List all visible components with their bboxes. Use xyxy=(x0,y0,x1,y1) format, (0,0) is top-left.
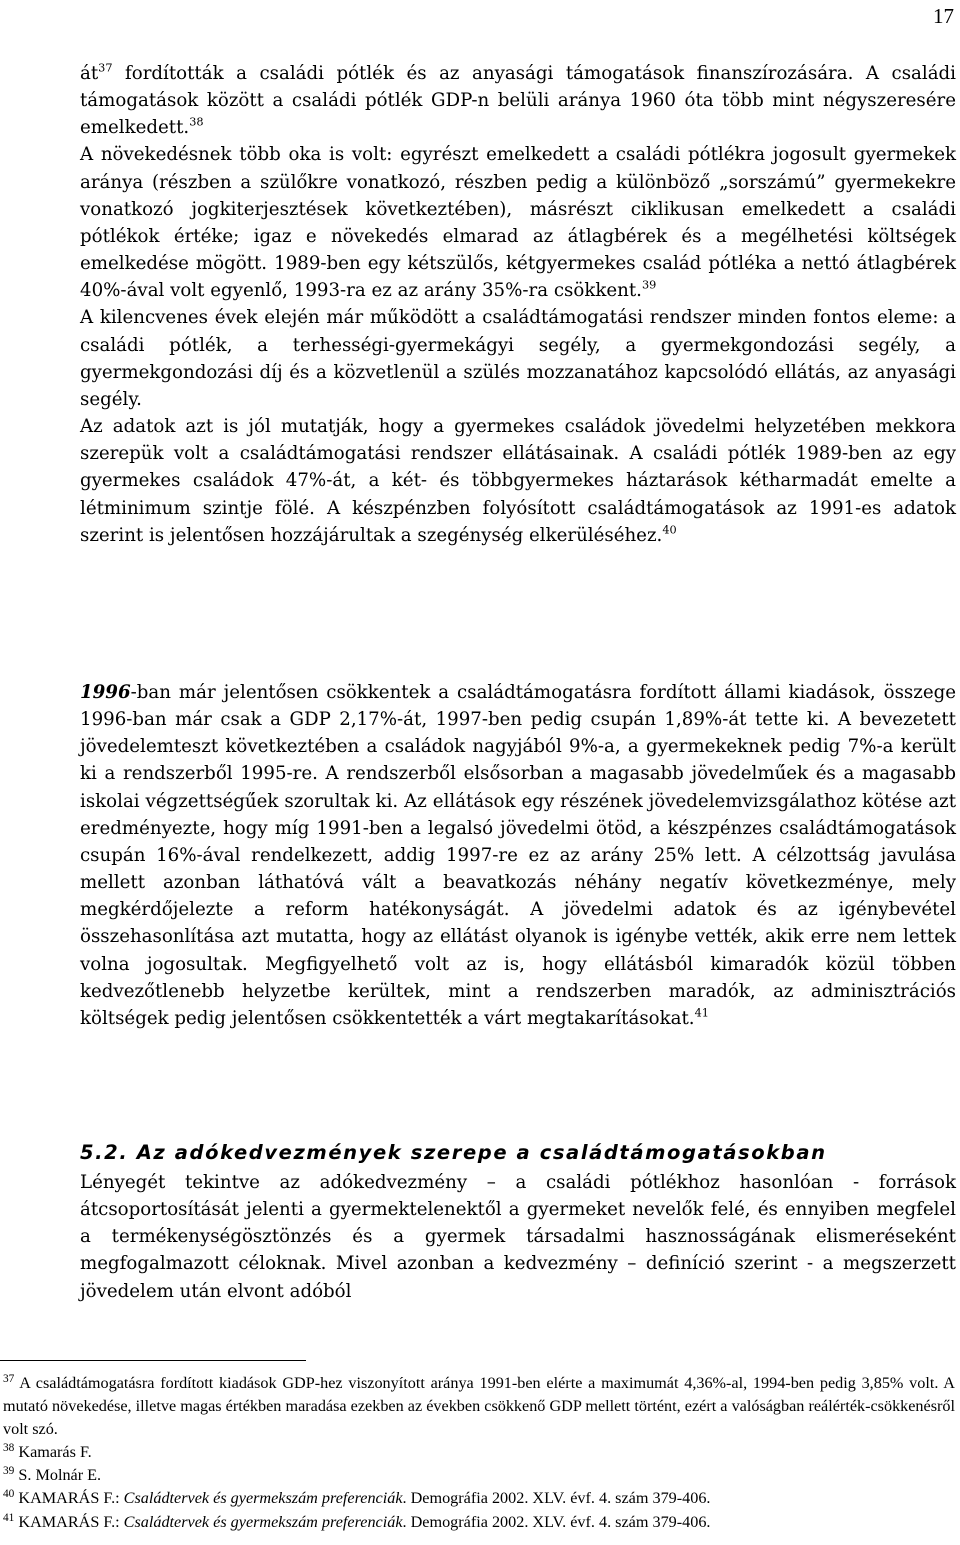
paragraph-text: -ban már jelentősen csökkentek a családtámogatásra fordított állami kiadások, összege 1996-ban már csak a GDP 2,17%-át, 1997-ben pedig csupán 1,89%-át tette ki. A bevezetett jövedelemteszt következtében a családok nagyjából 9%-a, a gyermekeknek pedig 7%-a került ki a rendszerből 1995-re. A rendszerből elsősorban a magasabb jövedelmű́ek és a magasabb iskolai végzettségű́ek szorultak ki. Az ellátások egy részének jövedelemvizsgálathoz kötése azt eredményezte, hogy míg 1991-ben a legalsó jövedelmi ötöd, a készpénzes családtámogatások csupán 16%-ával rendelkezett, addig 1997-re ez az arány 25% lett. A célzottság javulása mellett azonban láthatóvá vált a beavatkozás néhány negatív következménye, mely megkérdőjelezte a reform hatékonyságát. A jövedelmi adatok és az igénybevétel összehasonlítása azt mutatta, hogy az ellátást olyanok is igénybe vették, akik erre nem lettek volna jogosultak. Megfigyelhető volt az is, hogy ellátásból kimaradók közül többen kedvezőtlenebb helyzetbe kerültek, mint a rendszerben maradók, az adminisztrációs költségek pedig jelentősen csökkentették a várt megtakarításokat. xyxy=(80,682,956,1029)
paragraph-data-show xyxy=(80,413,956,549)
paragraph-tax-relief xyxy=(80,1169,956,1305)
paragraph-text: Lényegét tekintve az adókedvezmény – a családi pótlékhoz hasonlóan - források átcsoportosítását jelenti a gyermektelenektől a gyermeket nevelők felé, és ennyiben megfelel a termékenységösztönzés és a gyermek társadalmi hasznosságának elismeréseként megfogalmazott céloknak. Mivel azonban a kedvezmény – definíció szerint - a megszerzett jövedelem után elvont adóból xyxy=(80,1172,956,1302)
paragraph-text: A kilencvenes évek elején már működött a családtámogatási rendszer minden fontos eleme: a családi pótlék, a terhességi-gyermekágyi segély, a gyermekgondozási segély, a gyermekgondozási díj és a közvetlenül a szülés mozzanatához kapcsolódó ellátás, az anyasági segély. xyxy=(80,307,956,410)
footnote-ref-38[interactable]: 38 xyxy=(189,115,204,129)
body-text-section-1 xyxy=(80,60,956,549)
footnote-author: KAMARÁS F.: xyxy=(14,1489,124,1508)
paragraph-growth-reasons xyxy=(80,141,956,304)
paragraph-1996 xyxy=(80,679,956,1032)
footnote-40 xyxy=(3,1487,955,1510)
footnote-source: . Demográfia 2002. XLV. évf. 4. szám 379-406. xyxy=(402,1512,711,1531)
footnote-number: 38 xyxy=(3,1442,15,1455)
footnote-37 xyxy=(3,1372,955,1441)
footnote-number: 41 xyxy=(3,1511,15,1524)
footnote-ref-37[interactable]: 37 xyxy=(98,61,113,75)
footnote-divider xyxy=(0,1360,306,1361)
footnote-number: 40 xyxy=(3,1488,15,1501)
footnote-39 xyxy=(3,1464,955,1487)
paragraph-text: fordították a családi pótlék és az anyasági támogatások finanszírozására. A családi támogatások között a családi pótlék GDP-n belüli aránya 1960 óta több mint négyszeresére emelkedett. xyxy=(80,63,956,139)
footnote-ref-40[interactable]: 40 xyxy=(662,523,677,537)
footnote-ref-41[interactable]: 41 xyxy=(694,1006,709,1020)
page-number: 17 xyxy=(933,4,954,28)
footnote-ref-39[interactable]: 39 xyxy=(641,278,657,292)
paragraph-text: Az adatok azt is jól mutatják, hogy a gyermekes családok jövedelmi helyzetében mekkora szerepük volt a családtámogatási rendszer ellátásainak. A családi pótlék 1989-ben az egy gyermekes családok 47%-át, a két- és többgyermekes háztarások kétharmadát emelte a létminimum szintje fölé. A készpénzben folyósított családtámogatások az 1991-es adatok szerint is jelentősen hozzájárultak a szegénység elkerüléséhez. xyxy=(80,416,956,546)
footnote-author: KAMARÁS F.: xyxy=(14,1512,124,1531)
footnote-title: Családtervek és gyermekszám preferenciák xyxy=(123,1512,403,1531)
footnote-source: . Demográfia 2002. XLV. évf. 4. szám 379-406. xyxy=(402,1489,711,1508)
footnote-text: S. Molnár E. xyxy=(14,1466,102,1485)
footnote-number: 37 xyxy=(3,1372,15,1385)
footnote-text: A családtámogatásra fordított kiadások GDP-hez viszonyított aránya 1991-ben elérte a maximumát 4,36%-al, 1994-ben pedig 3,85% volt. A mutató növekedése, illetve magas értékben maradása ezekben az években csökkenő GDP mellett történt, ezért a valóságban reálérték-csökkenésről volt szó. xyxy=(3,1374,955,1439)
paragraph-nineties xyxy=(80,304,956,413)
paragraph-text: át xyxy=(80,63,99,84)
section-heading: 5.2. Az adókedvezmények szerepe a családtámogatásokban xyxy=(80,1141,827,1164)
year-highlight: 1996 xyxy=(80,682,131,703)
body-text-section-3 xyxy=(80,1169,956,1305)
paragraph-text: A növekedésnek több oka is volt: egyrészt emelkedett a családi pótlékra jogosult gyermekek aránya (részben a szülőkre vonatkozó, részben pedig a különböző „sorszámú” gyermekekre vonatkozó jogkiterjesztések következtében), másrészt ciklikusan emelkedett a családi pótlékok értéke; igaz e növekedés elmarad az átlagbérek és a megélhetési költségek emelkedése mögött. 1989-ben egy kétszülős, kétgyermekes család pótléka a nettó átlagbérek 40%-ával volt egyenlő, 1993-ra ez az arány 35%-ra csökkent. xyxy=(80,144,956,302)
footnote-title: Családtervek és gyermekszám preferenciák xyxy=(123,1489,403,1508)
paragraph-financing xyxy=(80,60,956,141)
footnotes xyxy=(3,1372,955,1534)
footnote-text: Kamarás F. xyxy=(14,1443,92,1462)
footnote-38 xyxy=(3,1441,955,1464)
body-text-section-2 xyxy=(80,679,956,1032)
footnote-41 xyxy=(3,1511,955,1534)
footnote-number: 39 xyxy=(3,1465,15,1478)
